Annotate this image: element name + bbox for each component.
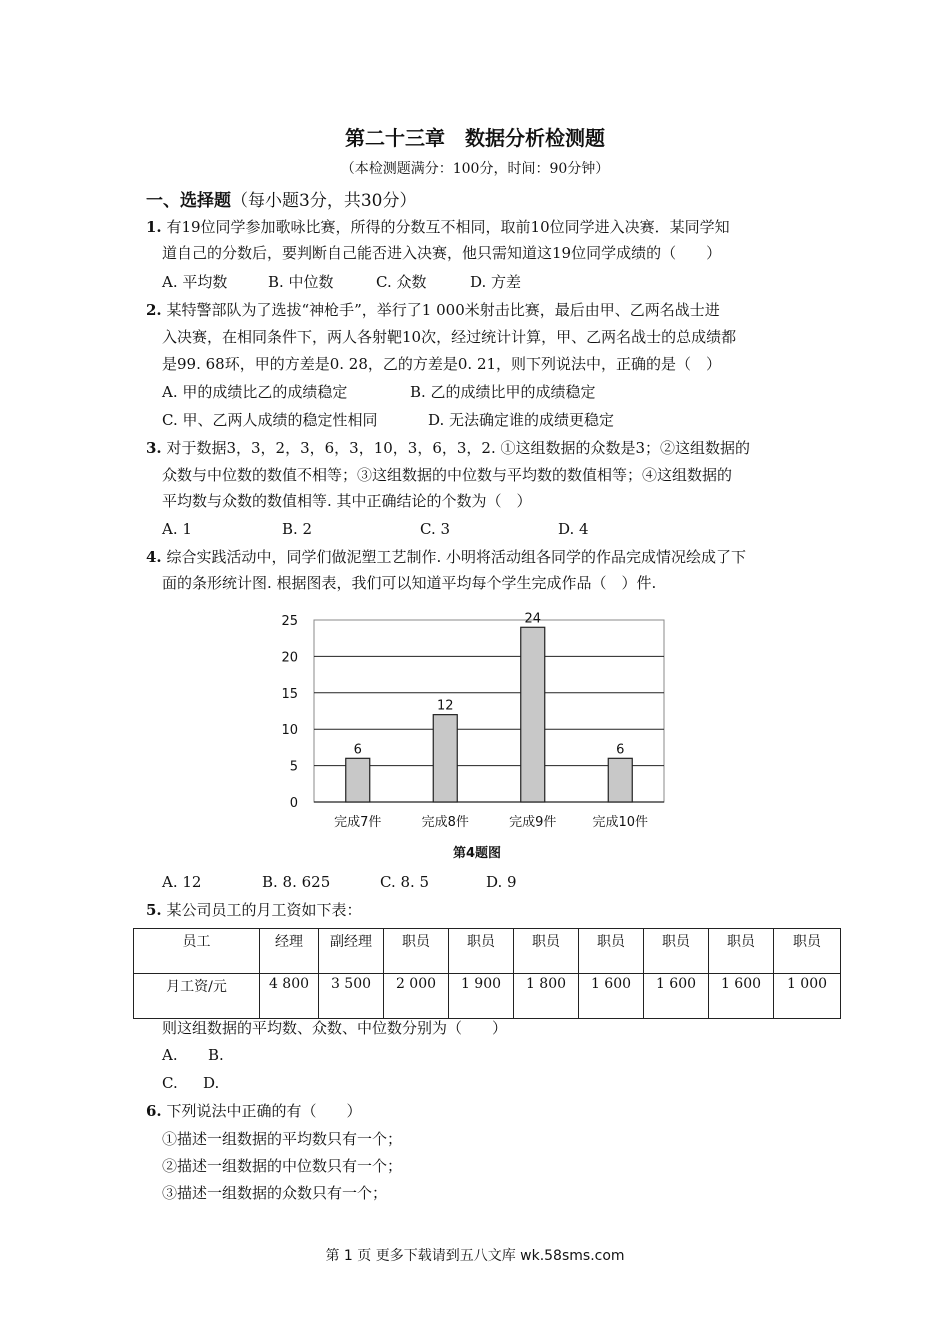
- table-cell: 1 900: [449, 974, 514, 1019]
- option-a: A. 12: [162, 873, 202, 891]
- question-text: 有19位同学参加歌咏比赛，所得的分数互不相同，取前10位同学进入决赛．某同学知: [166, 218, 730, 236]
- y-tick-label: 20: [281, 650, 298, 666]
- x-tick-label: 完成9件: [509, 815, 557, 830]
- table-cell: 2 000: [384, 974, 449, 1019]
- section-heading: [146, 186, 416, 211]
- question-3: [146, 438, 750, 458]
- question-text: 综合实践活动中，同学们做泥塑工艺制作. 小明将活动组各同学的作品完成情况绘成了下: [166, 548, 746, 566]
- statement-item: ③描述一组数据的众数只有一个；: [162, 1184, 388, 1202]
- x-tick-label: 完成7件: [334, 815, 382, 830]
- page-footer: 第 1 页 更多下载请到五八文库 wk.58sms.com: [325, 1248, 625, 1264]
- option-a: A.: [162, 1046, 178, 1064]
- exam-info: （本检测题满分：100分，时间：90分钟）: [340, 161, 610, 177]
- option-a: A. 甲的成绩比乙的成绩稳定: [162, 383, 348, 401]
- question-text: 某特警部队为了选拔“神枪手”，举行了1 000米射击比赛，最后由甲、乙两名战士进: [166, 301, 720, 319]
- question-text: 是99. 68环，甲的方差是0. 28，乙的方差是0. 21，则下列说法中，正确的是（ ）: [162, 355, 722, 373]
- table-cell: 1 600: [579, 974, 644, 1019]
- page-title: 第二十三章 数据分析检测题: [345, 126, 605, 150]
- question-1: [146, 217, 730, 237]
- question-2: [146, 300, 720, 320]
- table-cell: 职员: [709, 929, 774, 974]
- section-title: 一、选择题: [146, 191, 231, 211]
- option-d: D. 无法确定谁的成绩更稳定: [428, 411, 615, 429]
- question-text: 则这组数据的平均数、众数、中位数分别为（ ）: [162, 1019, 508, 1037]
- option-b: B. 2: [282, 520, 313, 538]
- table-cell: 经理: [260, 929, 319, 974]
- option-d: D.: [203, 1074, 220, 1092]
- question-number: 4.: [146, 548, 162, 566]
- option-b: B.: [208, 1046, 224, 1064]
- statement-item: ②描述一组数据的中位数只有一个；: [162, 1157, 403, 1175]
- table-cell: 职员: [384, 929, 449, 974]
- salary-table: [133, 928, 841, 1019]
- question-text: 平均数与众数的数值相等. 其中正确结论的个数为（ ）: [162, 492, 532, 510]
- y-tick-label: 10: [281, 723, 298, 739]
- option-d: D. 方差: [470, 273, 522, 291]
- y-tick-label: 25: [281, 614, 298, 629]
- table-row: [134, 974, 841, 1019]
- question-text: 对于数据3，3，2，3，6，3，10，3，6，3，2. ①这组数据的众数是3；②这组数据的: [166, 439, 751, 457]
- bar-value-label: 24: [524, 611, 542, 627]
- option-a: A. 1: [162, 520, 192, 538]
- question-text: 面的条形统计图. 根据图表，我们可以知道平均每个学生完成作品（ ）件.: [162, 574, 657, 592]
- statement-item: ①描述一组数据的平均数只有一个；: [162, 1130, 403, 1148]
- question-4: [146, 547, 746, 567]
- table-cell: 职员: [774, 929, 841, 974]
- x-tick-label: 完成8件: [421, 815, 469, 830]
- table-cell: 1 600: [644, 974, 709, 1019]
- table-cell: 职员: [644, 929, 709, 974]
- table-cell: 职员: [514, 929, 579, 974]
- section-note: （每小题3分，共30分）: [231, 191, 417, 211]
- y-tick-label: 15: [281, 686, 298, 702]
- table-cell: 1 600: [709, 974, 774, 1019]
- option-c: C. 众数: [376, 273, 427, 291]
- table-cell: 职员: [449, 929, 514, 974]
- bar: [608, 758, 632, 802]
- option-c: C. 3: [420, 520, 451, 538]
- option-c: C.: [162, 1074, 178, 1092]
- chart-caption: 第4题图: [452, 846, 502, 861]
- option-d: D. 9: [486, 873, 517, 891]
- option-c: C. 甲、乙两人成绩的稳定性相同: [162, 411, 378, 429]
- question-text: 众数与中位数的数值不相等；③这组数据的中位数与平均数的数值相等；④这组数据的: [162, 466, 733, 484]
- table-cell: 1 800: [514, 974, 579, 1019]
- y-tick-label: 5: [289, 759, 298, 775]
- table-header-row: [134, 929, 841, 974]
- option-b: B. 中位数: [268, 273, 334, 291]
- option-b: B. 8. 625: [262, 873, 331, 891]
- question-text: 道自己的分数后，要判断自己能否进入决赛，他只需知道这19位同学成绩的（ ）: [162, 244, 722, 262]
- question-number: 6.: [146, 1102, 162, 1120]
- question-number: 5.: [146, 901, 162, 919]
- y-tick-label: 0: [289, 796, 298, 811]
- option-d: D. 4: [558, 520, 589, 538]
- x-tick-label: 完成10件: [592, 815, 649, 830]
- table-cell: 4 800: [260, 974, 319, 1019]
- option-b: B. 乙的成绩比甲的成绩稳定: [410, 383, 596, 401]
- table-cell: 员工: [134, 929, 260, 974]
- bar-chart-svg: [268, 598, 688, 868]
- question-number: 3.: [146, 439, 162, 457]
- bar-chart: [268, 598, 688, 868]
- question-text: 某公司员工的月工资如下表：: [166, 901, 362, 919]
- bar-value-label: 6: [353, 742, 362, 758]
- table-cell: 月工资/元: [134, 974, 260, 1019]
- table-cell: 副经理: [319, 929, 384, 974]
- table-cell: 职员: [579, 929, 644, 974]
- bar: [433, 715, 457, 802]
- bar-value-label: 6: [616, 742, 625, 758]
- question-number: 2.: [146, 301, 162, 319]
- option-c: C. 8. 5: [380, 873, 430, 891]
- option-a: A. 平均数: [162, 273, 228, 291]
- question-5: [146, 900, 361, 920]
- bar: [521, 627, 545, 802]
- question-text: 入决赛，在相同条件下，两人各射靶10次，经过统计计算，甲、乙两名战士的总成绩都: [162, 328, 737, 346]
- bar: [346, 758, 370, 802]
- table-cell: 3 500: [319, 974, 384, 1019]
- question-number: 1.: [146, 218, 162, 236]
- question-6: [146, 1101, 361, 1121]
- table-cell: 1 000: [774, 974, 841, 1019]
- question-text: 下列说法中正确的有（ ）: [166, 1102, 362, 1120]
- bar-value-label: 12: [436, 698, 454, 714]
